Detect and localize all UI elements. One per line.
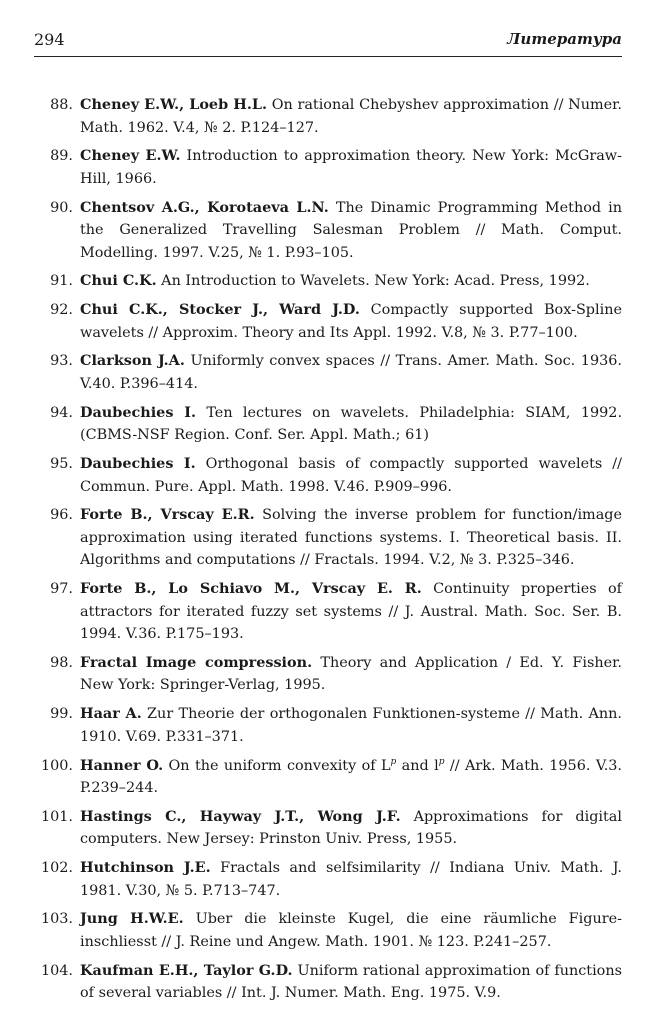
reference-authors: Chentsov A.G., Korotaeva L.N.	[80, 198, 329, 216]
reference-item	[34, 270, 622, 293]
reference-item	[34, 94, 622, 139]
reference-text: Theory and Application / Ed. Y. Fisher. New York: Springer-Verlag, 1995.	[80, 654, 622, 694]
reference-text: An Introduction to Wavelets. New York: Acad. Press, 1992.	[161, 273, 590, 290]
reference-item	[34, 703, 622, 748]
reference-text: Orthogonal basis of compactly supported wavelets // Commun. Pure. Appl. Math. 1998. V.46. P.909–996.	[80, 456, 622, 495]
reference-item	[34, 299, 622, 344]
superscript: p	[390, 756, 397, 767]
reference-text: The Dinamic Programming Method in the Generalized Travelling Salesman Problem // Math. Comput. Modelling. 1997. V.25, № 1. P.93–105.	[80, 199, 622, 261]
reference-text: On rational Chebyshev approximation // Numer. Math. 1962. V.4, № 2. P.124–127.	[80, 97, 622, 136]
reference-authors: Hanner O.	[80, 756, 164, 774]
reference-item	[34, 504, 622, 572]
reference-authors: Hutchinson J.E.	[80, 859, 211, 877]
reference-number: 94.	[50, 404, 73, 421]
reference-item	[34, 453, 622, 498]
reference-number: 89.	[50, 148, 73, 165]
reference-item	[34, 755, 622, 800]
reference-text: Introduction to approximation theory. New York: McGraw-Hill, 1966.	[80, 148, 622, 187]
reference-text: Continuity properties of attractors for iterated fuzzy set systems // J. Austral. Math. Soc. Ser. B. 1994. V.36. P.175–193.	[80, 581, 622, 643]
reference-number: 100.	[40, 757, 73, 774]
reference-text: Uniform rational approximation of functions of several variables // Int. J. Numer. Math. Eng. 1975. V.9.	[80, 962, 622, 1002]
reference-list	[34, 94, 622, 1011]
reference-authors: Hastings C., Hayway J.T., Wong J.F.	[80, 807, 401, 825]
reference-item	[34, 578, 622, 646]
reference-number: 88.	[50, 97, 73, 113]
reference-authors: Forte B., Vrscay E.R.	[80, 506, 255, 524]
reference-number: 98.	[50, 654, 73, 671]
reference-authors: Fractal Image compression.	[80, 653, 313, 671]
reference-item	[34, 145, 622, 190]
reference-text: Approximations for digital computers. New Jersey: Prinston Univ. Press, 1955.	[80, 808, 622, 848]
reference-text: Ten lectures on wavelets. Philadelphia: SIAM, 1992. (CBMS-NSF Region. Conf. Ser. Appl. Math.; 61)	[80, 404, 623, 444]
reference-number: 96.	[50, 507, 73, 524]
reference-authors: Chui C.K., Stocker J., Ward J.D.	[80, 301, 360, 319]
reference-text: On the uniform convexity of $L^p$ and $l^p$ // Ark. Math. 1956. V.3. P.239–244.	[80, 756, 623, 797]
reference-authors: Kaufman E.H., Taylor G.D.	[80, 961, 293, 979]
reference-item	[34, 350, 622, 395]
reference-text: Uniformly convex spaces // Trans. Amer. Math. Soc. 1936. V.40. P.396–414.	[80, 353, 622, 392]
reference-number: 90.	[50, 199, 73, 216]
superscript: p	[438, 756, 445, 767]
reference-authors: Cheney E.W.	[80, 147, 181, 165]
page-number: 294	[34, 30, 65, 49]
reference-text: Fractals and selfsimilarity // Indiana Univ. Math. J. 1981. V.30, № 5. P.713–747.	[80, 860, 623, 899]
reference-authors: Cheney E.W., Loeb H.L.	[80, 96, 268, 113]
reference-item	[34, 197, 622, 265]
reference-text: Uber die kleinste Kugel, die eine räumliche Figure-inschliesst // J. Reine und Angew. Math. 1901. № 123. P.241–257.	[80, 911, 622, 950]
reference-number: 99.	[50, 706, 73, 723]
reference-number: 103.	[40, 911, 73, 928]
reference-number: 104.	[40, 962, 73, 979]
reference-number: 95.	[50, 456, 73, 473]
reference-authors: Daubechies I.	[80, 403, 196, 421]
reference-text: Solving the inverse problem for function/image approximation using iterated functions systems. I. Theoretical basis. II. Algorithms and computations // Fractals. 1994. V.2, № 3. P.325–346.	[80, 507, 623, 569]
reference-item	[34, 652, 622, 697]
reference-text: Zur Theorie der orthogonalen Funktionen-systeme // Math. Ann. 1910. V.69. P.331–371.	[80, 706, 622, 745]
reference-item	[34, 960, 622, 1005]
reference-authors: Clarkson J.A.	[80, 352, 185, 370]
page-header	[34, 30, 622, 54]
running-title: Литература	[507, 30, 622, 48]
reference-number: 101.	[40, 808, 73, 825]
reference-number: 91.	[50, 273, 73, 290]
reference-number: 93.	[50, 353, 73, 370]
reference-authors: Daubechies I.	[80, 455, 196, 473]
reference-authors: Jung H.W.E.	[80, 910, 184, 928]
reference-number: 102.	[40, 860, 73, 877]
reference-authors: Haar A.	[80, 705, 142, 723]
reference-authors: Chui C.K.	[80, 272, 157, 290]
reference-item	[34, 857, 622, 902]
reference-number: 97.	[50, 581, 73, 598]
reference-authors: Forte B., Lo Schiavo M., Vrscay E. R.	[80, 580, 422, 598]
reference-item	[34, 908, 622, 953]
header-rule	[34, 56, 622, 57]
reference-text: Compactly supported Box-Spline wavelets // Approxim. Theory and Its Appl. 1992. V.8, № 3. P.77–100.	[80, 302, 622, 341]
reference-number: 92.	[50, 302, 73, 319]
reference-item	[34, 806, 622, 851]
reference-item	[34, 402, 622, 447]
